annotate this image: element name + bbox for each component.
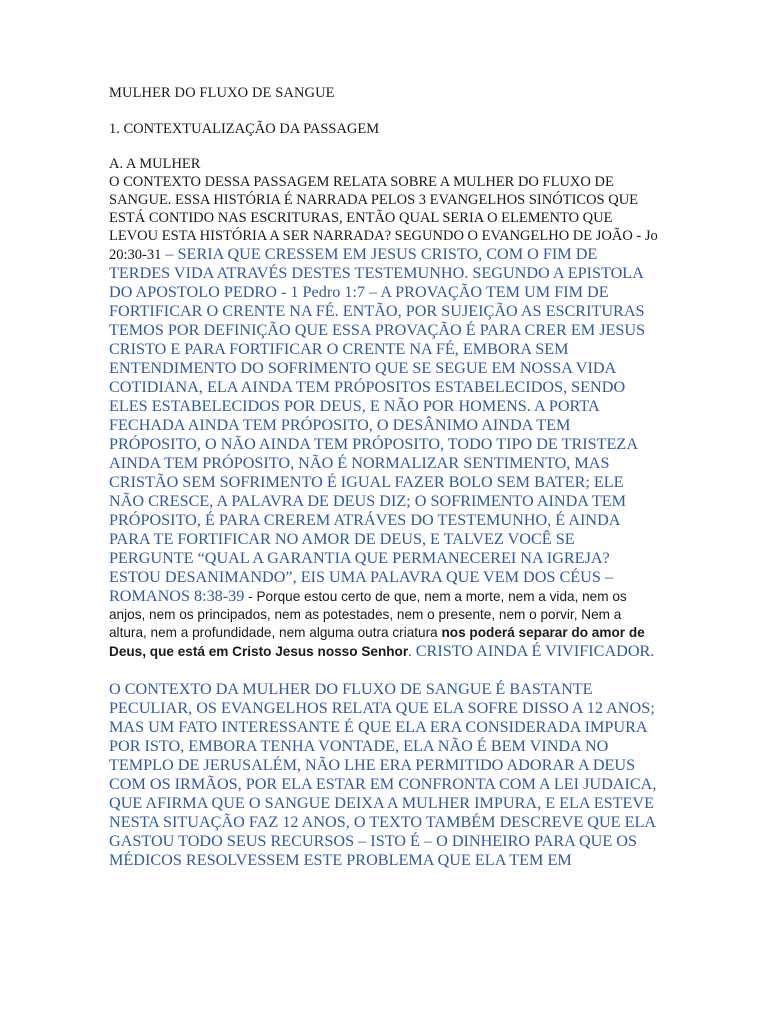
ref-john: Jo 20:30-31: [109, 228, 658, 263]
document-page: [109, 84, 661, 870]
ref-peter: 1 Pedro 1:7: [290, 283, 366, 301]
paragraph-2: O CONTEXTO DA MULHER DO FLUXO DE SANGUE É BASTANTE PECULIAR, OS EVANGELHOS RELATA QUE ELA SOFRE DISSO A 12 ANOS; MAS UM FATO INTERESSANTE É QUE ELA ERA CONSIDERADA IMPURA POR ISTO, EMBORA TENHA VONTADE, ELA NÃO É BEM VINDA NO TEMPLO DE JERUSALÉM, NÃO LHE ERA PERMITIDO ADORAR A DEUS COM OS IRMÃOS, POR ELA ESTAR EM CONFRONTA COM A LEI JUDAICA, QUE AFIRMA QUE O SANGUE DEIXA A MULHER IMPURA, E ELA ESTEVE NESTA SITUAÇÃO FAZ 12 ANOS, O TEXTO TAMBÉM DESCREVE QUE ELA GASTOU TODO SEUS RECURSOS – ISTO É – O DINHEIRO PARA QUE OS MÉDICOS RESOLVESSEM ESTE PROBLEMA QUE ELA TEM EM: [109, 680, 657, 869]
paragraph-1-blue-3: CRISTO AINDA É VIVIFICADOR.: [415, 642, 655, 660]
ref-romans: ROMANOS 8:38-39: [109, 587, 245, 605]
section-heading: 1. CONTEXTUALIZAÇÃO DA PASSAGEM: [109, 121, 380, 137]
romans-quote: - Porque estou certo de que, nem a morte, nem a vida, nem os anjos, nem os principados, nem as potestades, nem o presente, nem o porvir, Nem a altura, nem a profundidade, nem alguma outra criatura: [109, 589, 627, 640]
paragraph-1: [109, 173, 661, 661]
document-title: MULHER DO FLUXO DE SANGUE: [109, 85, 335, 101]
paragraph-1-intro: O CONTEXTO DESSA PASSAGEM RELATA SOBRE A MULHER DO FLUXO DE SANGUE. ESSA HISTÓRIA É NARRADA PELOS 3 EVANGELHOS SINÓTICOS QUE ESTÁ CONTIDO NAS ESCRITURAS, ENTÃO QUAL SERIA O ELEMENTO QUE LEVOU ESTA HISTÓRIA A SER NARRADA? SEGUNDO O EVANGELHO DE JOÃO -: [109, 174, 645, 244]
subheading: A. A MULHER: [109, 156, 201, 172]
paragraph-1-blue-1: SERIA QUE CRESSEM EM JESUS CRISTO, COM O FIM DE TERDES VIDA ATRAVÉS DESTES TESTEMUNHO. SEGUNDO A EPISTOLA DO APOSTOLO PEDRO -: [109, 245, 643, 301]
dash-2: –: [600, 568, 613, 586]
romans-quote-end: .: [408, 644, 416, 659]
dash-1: –: [161, 245, 178, 263]
romans-quote-bold: nos poderá separar do amor de Deus, que está em Cristo Jesus nosso Senhor: [109, 625, 645, 659]
paragraph-1-blue-2: – A PROVAÇÃO TEM UM FIM DE FORTIFICAR O CRENTE NA FÉ. ENTÃO, POR SUJEIÇÃO AS ESCRITURAS TEMOS POR DEFINIÇÃO QUE ESSA PROVAÇÃO É PARA CRER EM JESUS CRISTO E PARA FORTIFICAR O CRENTE NA FÉ, EMBORA SEM ENTENDIMENTO DO SOFRIMENTO QUE SE SEGUE EM NOSSA VIDA COTIDIANA, ELA AINDA TEM PRÓPOSITOS ESTABELECIDOS, SENDO ELES ESTABELECIDOS POR DEUS, E NÃO POR HOMENS. A PORTA FECHADA AINDA TEM PRÓPOSITO, O DESÂNIMO AINDA TEM PRÓPOSITO, O NÃO AINDA TEM PRÓPOSITO, TODO TIPO DE TRISTEZA AINDA TEM PRÓPOSITO, NÃO É NORMALIZAR SENTIMENTO, MAS CRISTÃO SEM SOFRIMENTO É IGUAL FAZER BOLO SEM BATER; ELE NÃO CRESCE, A PALAVRA DE DEUS DIZ; O SOFRIMENTO AINDA TEM PRÓPOSITO, É PARA CREREM ATRÁVES DO TESTEMUNHO, É AINDA PARA TE FORTIFICAR NO AMOR DE DEUS, E TALVEZ VOCÊ SE PERGUNTE “QUAL A GARANTIA QUE PERMANECEREI NA IGREJA? ESTOU DESANIMANDO”, EIS UMA PALAVRA QUE VEM DOS CÉUS: [109, 283, 646, 586]
